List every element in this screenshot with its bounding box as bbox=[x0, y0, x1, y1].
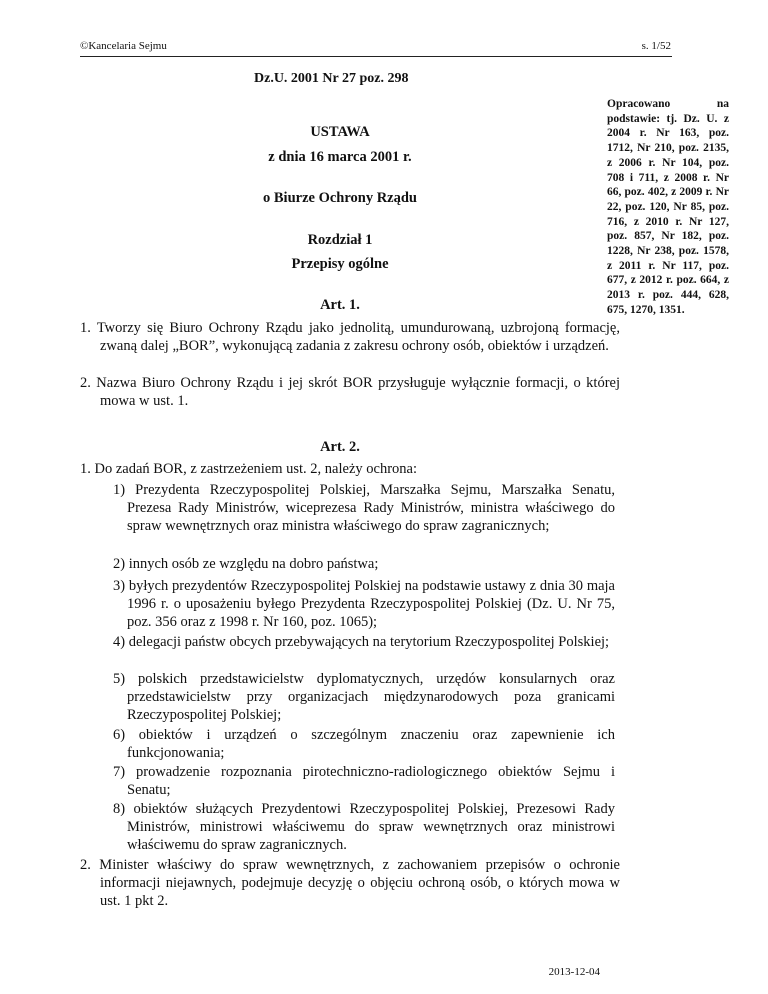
article-2-point-3: 3) byłych prezydentów Rzeczypospolitej Polskiej na podstawie ustawy z dnia 30 maja 1996 r. o uposażeniu byłego Prezydenta Rzeczypospolitej Polskiej (Dz. U. Nr 75, poz. 356 oraz z 1998 r. Nr 160, poz. 1065); bbox=[113, 578, 615, 630]
article-2-point-8: 8) obiektów służących Prezydentowi Rzeczypospolitej Polskiej, Prezesowi Rady Ministrów, ministrowi właściwemu do spraw wewnętrznych oraz ministrowi właściwemu do spraw zagranicznych. bbox=[113, 801, 615, 853]
footer-date: 2013-12-04 bbox=[548, 966, 600, 978]
consolidation-side-note: Opracowano na podstawie: tj. Dz. U. z 2004 r. Nr 163, poz. 1712, Nr 210, poz. 2135, z 2006 r. Nr 104, poz. 708 i 711, z 2008 r. Nr 66, poz. 402, z 2009 r. Nr 22, poz. 120, Nr 85, poz. 716, z 2010 r. Nr 127, poz. 857, Nr 182, poz. 1228, Nr 238, poz. 1578, z 2011 r. Nr 117, poz. 677, z 2012 r. poz. 664, z 2013 r. poz. 444, 628, 675, 1270, 1351. bbox=[607, 98, 729, 316]
article-2-point-1: 1) Prezydenta Rzeczypospolitej Polskiej, Marszałka Sejmu, Marszałka Senatu, Prezesa Rady Ministrów, wiceprezesa Rady Ministrów, ministra właściwego do spraw wewnętrznych oraz ministra właściwego do spraw zagranicznych; bbox=[113, 482, 615, 534]
header-page-number: s. 1/52 bbox=[641, 40, 671, 52]
article-2-point-6: 6) obiektów i urządzeń o szczególnym znaczeniu oraz zapewnienie ich funkcjonowania; bbox=[113, 727, 615, 761]
header-publisher: ©Kancelaria Sejmu bbox=[80, 40, 167, 52]
article-1-paragraph-1: 1. Tworzy się Biuro Ochrony Rządu jako jednolitą, umundurowaną, uzbrojoną formację, zwaną dalej „BOR”, wykonującą zadania z zakresu ochrony osób, obiektów i urządzeń. bbox=[80, 320, 620, 354]
article-1-heading: Art. 1. bbox=[320, 297, 360, 313]
chapter-name: Przepisy ogólne bbox=[291, 256, 389, 272]
article-2-point-7: 7) prowadzenie rozpoznania pirotechniczno-radiologicznego obiektów Sejmu i Senatu; bbox=[113, 764, 615, 798]
article-2-point-2: 2) innych osób ze względu na dobro państwa; bbox=[113, 556, 379, 572]
article-2-heading: Art. 2. bbox=[320, 439, 360, 455]
act-date: z dnia 16 marca 2001 r. bbox=[268, 149, 412, 165]
article-2-point-5: 5) polskich przedstawicielstw dyplomatycznych, urzędów konsularnych oraz przedstawicielstw przy organizacjach międzynarodowych poza granicami Rzeczypospolitej Polskiej; bbox=[113, 671, 615, 723]
article-2-paragraph-1: 1. Do zadań BOR, z zastrzeżeniem ust. 2, należy ochrona: bbox=[80, 461, 417, 477]
article-2-point-4: 4) delegacji państw obcych przebywających na terytorium Rzeczypospolitej Polskiej; bbox=[113, 634, 610, 650]
act-type-heading: USTAWA bbox=[310, 124, 370, 140]
article-2-paragraph-2: 2. Minister właściwy do spraw wewnętrznych, z zachowaniem przepisów o ochronie informacji niejawnych, podejmuje decyzję o objęciu ochroną osób, o których mowa w ust. 1 pkt 2. bbox=[80, 857, 620, 909]
journal-citation: Dz.U. 2001 Nr 27 poz. 298 bbox=[254, 71, 409, 86]
chapter-number: Rozdział 1 bbox=[307, 232, 373, 248]
header-divider bbox=[80, 56, 672, 57]
act-subject: o Biurze Ochrony Rządu bbox=[263, 190, 417, 206]
article-1-paragraph-2: 2. Nazwa Biuro Ochrony Rządu i jej skrót BOR przysługuje wyłącznie formacji, o której mowa w ust. 1. bbox=[80, 375, 620, 409]
